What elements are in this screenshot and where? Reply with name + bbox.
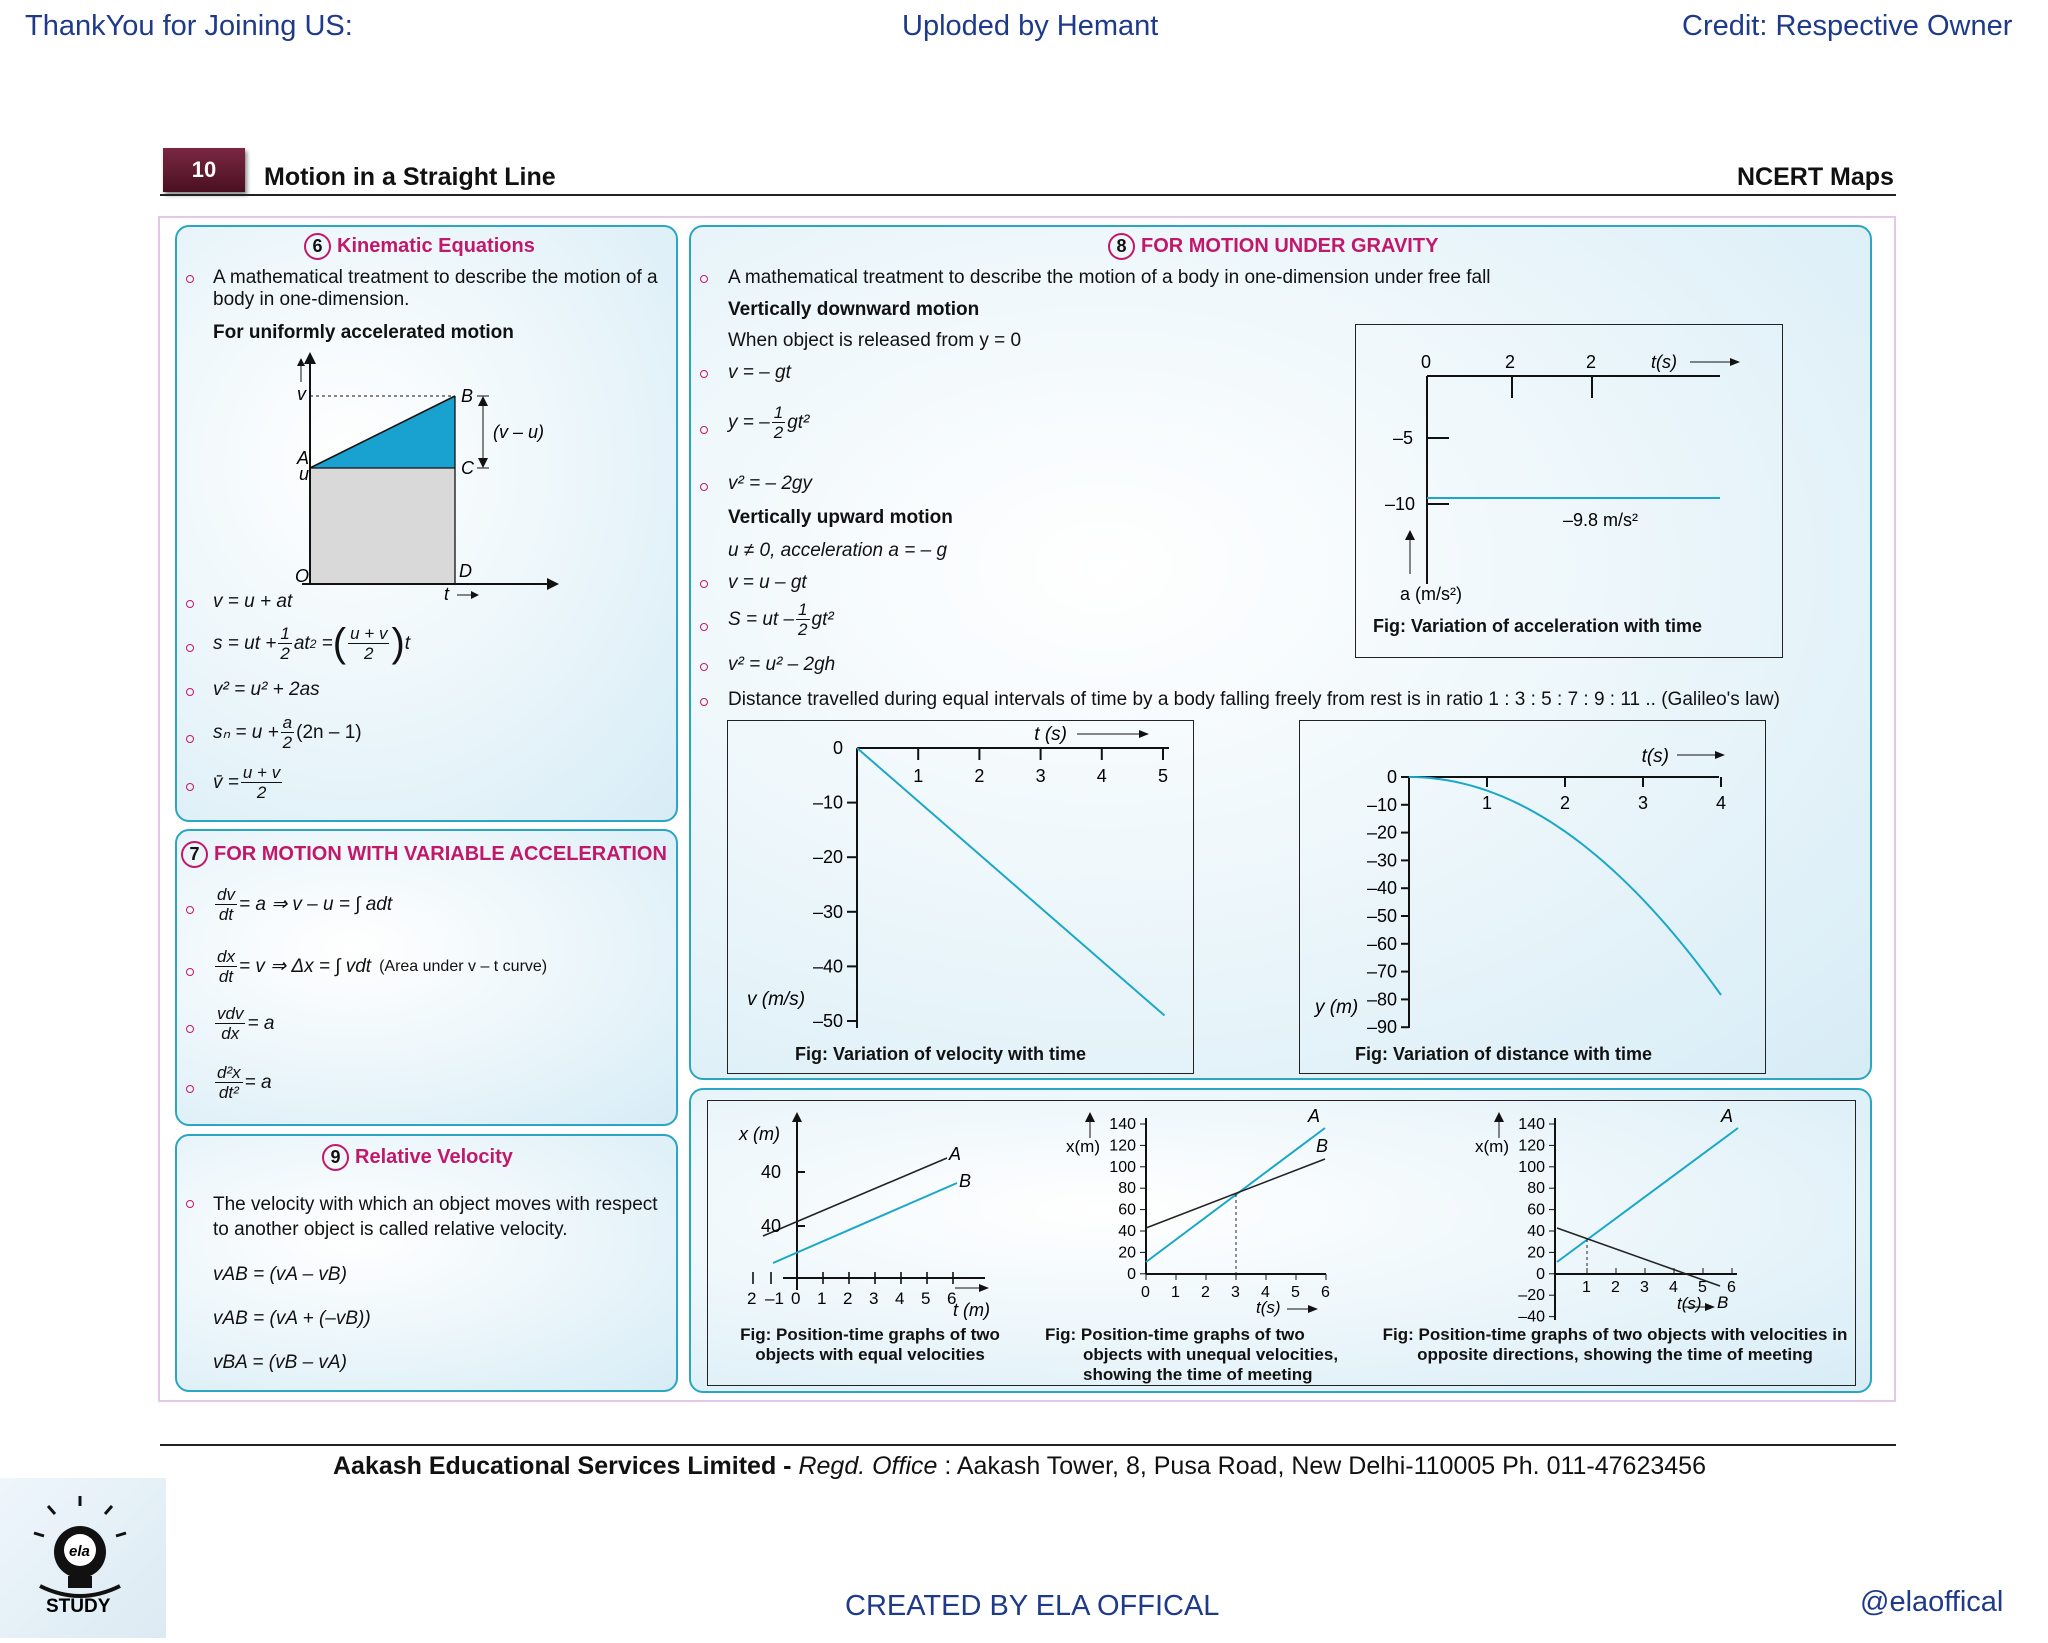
x-tick-label: 6 — [947, 1289, 957, 1308]
header-rule — [160, 194, 1896, 196]
y-tick-label: 20 — [1118, 1244, 1136, 1262]
relative-velocity-desc: The velocity with which an object moves with respect to another object is called relative velocity. — [213, 1194, 658, 1240]
svg-text:2: 2 — [1586, 352, 1597, 372]
y-tick-label: –40 — [1518, 1308, 1545, 1326]
eq-d2x-dt2: $\frac{\text{d²x}}{\text{dt²}}$ = a — [217, 1063, 272, 1102]
y-tick-label: –90 — [1366, 1017, 1397, 1038]
velocity-chart — [727, 720, 1194, 1040]
variable-acceleration-panel — [175, 829, 678, 1126]
footer-address: Aakash Educational Services Limited - Regd. Office : Aakash Tower, 8, Pusa Road, New Delhi-110005 Ph. 011-47623456 — [333, 1452, 1706, 1480]
y-tick-label: 40 — [1527, 1223, 1545, 1240]
y-tick-label: –50 — [1366, 906, 1397, 926]
y-tick-label: –10 — [812, 792, 843, 813]
x-tick-label: 3 — [869, 1289, 879, 1308]
x-tick-label: 4 — [1716, 793, 1727, 813]
y-tick-label: –20 — [812, 847, 843, 868]
handle-note: @elaoffical — [1860, 1586, 2004, 1618]
svg-text:–5: –5 — [1393, 428, 1414, 448]
kinematic-subtitle: For uniformly accelerated motion — [213, 322, 514, 343]
ela-logo-area — [0, 1478, 166, 1638]
svg-text:A: A — [949, 1144, 962, 1164]
bullet-icon — [700, 370, 708, 378]
x-tick-label: 3 — [1231, 1284, 1240, 1301]
eq-y-half-gt2: y = – 1 2 gt² — [728, 403, 810, 442]
created-by-note: CREATED BY ELA OFFICAL — [845, 1590, 1220, 1622]
bullet-icon — [186, 1085, 194, 1093]
svg-text:A: A — [297, 448, 310, 468]
x-tick-label: 5 — [1698, 1279, 1707, 1296]
x-tick-label: 4 — [1261, 1284, 1270, 1301]
svg-text:O: O — [295, 566, 310, 586]
y-tick-label: 100 — [1518, 1158, 1545, 1176]
svg-text:v (m/s): v (m/s) — [747, 989, 806, 1010]
svg-text:t: t — [444, 584, 450, 604]
top-center-note: Uploded by Hemant — [902, 10, 1159, 42]
eq-average-velocity: v̄ = $\frac{u + v}{2}$ — [213, 763, 281, 802]
top-right-note: Credit: Respective Owner — [1682, 10, 2013, 42]
bullet-icon — [186, 275, 194, 283]
y-tick-label: –10 — [1366, 794, 1397, 815]
y-tick-label: –20 — [1366, 822, 1397, 843]
x-tick-label: 1 — [913, 766, 924, 786]
gravity-title: 8 FOR MOTION UNDER GRAVITY — [1108, 233, 1438, 260]
x-tick-label: 2 — [1201, 1284, 1210, 1301]
svg-text:–9.8 m/s²: –9.8 m/s² — [1563, 510, 1639, 530]
svg-text:B: B — [1717, 1293, 1729, 1312]
chapter-title: Motion in a Straight Line — [264, 163, 556, 191]
x-tick-label: 5 — [1158, 766, 1169, 786]
svg-text:t(s): t(s) — [1256, 1298, 1281, 1317]
relative-velocity-title: 9 Relative Velocity — [322, 1144, 513, 1171]
bullet-icon — [186, 1025, 194, 1033]
series-b-line — [1146, 1159, 1325, 1228]
x-tick-label: 2 — [1560, 793, 1571, 813]
y-tick-label: 0 — [1386, 767, 1397, 787]
top-left-note: ThankYou for Joining US: — [25, 10, 353, 42]
svg-text:40: 40 — [761, 1162, 782, 1182]
x-tick-label: 2 — [747, 1289, 757, 1308]
eq-s-ut: s = ut + $\frac{1}{2}$ at 2 = ( u + v 2 ) t — [213, 621, 411, 665]
bullet-icon — [186, 735, 194, 743]
x-tick-label: 6 — [1727, 1279, 1736, 1296]
bullet-icon — [700, 483, 708, 491]
eq-s-ut-half-gt2: S = ut – 1 2 gt² — [728, 600, 834, 639]
svg-text:–10: –10 — [1385, 494, 1416, 514]
svg-text:y (m): y (m) — [1315, 997, 1359, 1018]
y-tick-label: –40 — [812, 956, 843, 977]
distance-chart — [1299, 720, 1766, 1040]
y-tick-label: 20 — [1527, 1244, 1545, 1262]
svg-text:v: v — [297, 384, 306, 404]
x-tick-label: 1 — [817, 1289, 827, 1308]
svg-text:40: 40 — [761, 1216, 782, 1236]
acceleration-chart-caption: Fig: Variation of acceleration with time — [1373, 616, 1703, 636]
y-tick-label: –30 — [1366, 850, 1397, 871]
x-tick-label: 1 — [1171, 1284, 1180, 1301]
gravity-desc: A mathematical treatment to describe the motion of a body in one-dimension under free fall — [728, 267, 1491, 288]
upward-condition: u ≠ 0, acceleration a = – g — [728, 540, 948, 561]
bullet-icon — [700, 580, 708, 588]
series-b-line — [773, 1183, 957, 1263]
pt-unequal-velocity-chart — [1050, 1102, 1350, 1322]
y-tick-label: 120 — [1518, 1137, 1545, 1155]
x-tick-label: 1 — [1482, 793, 1493, 813]
svg-text:ela: ela — [69, 1543, 90, 1560]
series-a-line — [1557, 1128, 1738, 1262]
x-tick-label: 3 — [1035, 766, 1046, 786]
bullet-icon — [186, 644, 194, 652]
page-number-badge: 10 — [163, 148, 245, 192]
x-tick-label: 5 — [1291, 1284, 1300, 1301]
y-tick-label: –20 — [1518, 1287, 1545, 1305]
x-tick-label: 2 — [843, 1289, 853, 1308]
kinematic-desc: A mathematical treatment to describe the motion of a body in one-dimension. — [213, 267, 658, 310]
svg-text:0: 0 — [1421, 352, 1432, 372]
release-condition: When object is released from y = 0 — [728, 330, 1022, 351]
svg-text:B: B — [461, 386, 474, 406]
y-tick-label: 100 — [1109, 1158, 1136, 1176]
svg-text:t (m): t (m) — [953, 1300, 990, 1320]
svg-text:t(s): t(s) — [1641, 746, 1669, 767]
y-tick-label: –30 — [812, 901, 843, 922]
kinematic-panel — [175, 225, 678, 822]
brand-label: NCERT Maps — [1737, 163, 1894, 191]
pt-unequal-velocity-caption: Fig: Position-time graphs of two objects with unequal velocities, showing the time of meeting — [1045, 1325, 1339, 1384]
eq-v-minus-gt: v = – gt — [728, 362, 791, 383]
y-tick-label: 60 — [1527, 1201, 1545, 1219]
y-tick-label: 60 — [1118, 1201, 1136, 1219]
y-tick-label: –70 — [1366, 961, 1397, 982]
svg-text:x(m): x(m) — [1475, 1137, 1509, 1156]
relative-velocity-panel — [175, 1134, 678, 1392]
y-tick-label: 140 — [1109, 1116, 1136, 1133]
bullet-icon — [186, 1200, 194, 1208]
bullet-icon — [700, 663, 708, 671]
x-tick-label: 5 — [921, 1289, 931, 1308]
svg-text:B: B — [959, 1171, 972, 1191]
bullet-icon — [700, 275, 708, 283]
svg-text:A: A — [1308, 1106, 1321, 1126]
series-b-line — [1557, 1228, 1720, 1286]
eq-dv-dt: $\frac{dv}{dt}$ = a ⇒ v – u = ∫ adt — [217, 885, 393, 924]
svg-text:t (s): t (s) — [1034, 724, 1067, 745]
eq-vab-sum: vAB = (vA + (–vB)) — [213, 1308, 371, 1329]
y-tick-label: 40 — [1118, 1223, 1136, 1240]
y-tick-label: 120 — [1109, 1137, 1136, 1155]
eq-vab: vAB = (vA – vB) — [213, 1264, 347, 1285]
x-tick-label: 3 — [1638, 793, 1649, 813]
eq-v-u-at: v = u + at — [213, 591, 293, 612]
svg-text:C: C — [461, 458, 474, 478]
x-tick-label: 1 — [1582, 1279, 1591, 1296]
eq-vdv-dx: vdv dx = a — [217, 1004, 275, 1043]
y-tick-label: 80 — [1118, 1180, 1136, 1198]
y-tick-label: –50 — [812, 1011, 843, 1031]
bullet-icon — [700, 698, 708, 706]
bullet-icon — [186, 783, 194, 791]
x-tick-label: 2 — [974, 766, 985, 786]
upward-heading: Vertically upward motion — [728, 507, 953, 528]
eq-dx-dt: $\frac{dx}{dt}$ = v ⇒ Δx = ∫ vdt (Area under v – t curve) — [217, 947, 548, 986]
bullet-icon — [186, 600, 194, 608]
eq-v2-u2-2gh: v² = u² – 2gh — [728, 654, 836, 675]
svg-text:t(s): t(s) — [1651, 352, 1677, 372]
svg-text:B: B — [1316, 1136, 1329, 1156]
kinematic-title: 6 Kinematic Equations — [304, 233, 535, 260]
eq-sn: sₙ = u + $\frac{a}{2}$ (2n – 1) — [213, 713, 362, 752]
y-tick-label: –60 — [1366, 933, 1397, 954]
bulb-logo-icon — [0, 1478, 166, 1638]
svg-text:STUDY: STUDY — [46, 1596, 111, 1617]
pt-opposite-velocity-chart — [1465, 1102, 1795, 1324]
variable-acceleration-title: 7 FOR MOTION WITH VARIABLE ACCELERATION — [181, 841, 667, 868]
bullet-icon — [186, 688, 194, 696]
eq-v-u-gt: v = u – gt — [728, 572, 807, 593]
series-a-line — [763, 1158, 947, 1236]
bullet-icon — [186, 968, 194, 976]
eq-v2-u2-2as: v² = u² + 2as — [213, 679, 320, 700]
svg-text:(v – u): (v – u) — [493, 422, 545, 442]
velocity-time-trapezium-diagram — [247, 352, 577, 604]
bullet-icon — [700, 623, 708, 631]
eq-vba: vBA = (vB – vA) — [213, 1352, 347, 1373]
svg-text:A: A — [1721, 1106, 1734, 1126]
distance-chart-caption: Fig: Variation of distance with time — [1355, 1044, 1653, 1064]
acceleration-chart — [1355, 324, 1783, 624]
svg-text:t(s): t(s) — [1677, 1294, 1702, 1313]
svg-text:x (m): x (m) — [739, 1124, 780, 1144]
svg-text:x(m): x(m) — [1066, 1137, 1100, 1156]
y-tick-label: 0 — [1127, 1265, 1136, 1283]
svg-text:a (m/s²): a (m/s²) — [1400, 584, 1462, 604]
y-tick-label: –40 — [1366, 878, 1397, 899]
x-tick-label: 6 — [1321, 1284, 1330, 1301]
velocity-series-line — [857, 748, 1165, 1016]
svg-text:2: 2 — [1505, 352, 1516, 372]
velocity-chart-caption: Fig: Variation of velocity with time — [795, 1044, 1087, 1064]
pt-opposite-velocity-caption: Fig: Position-time graphs of two objects with velocities in opposite directions, showing the time of meeting — [1382, 1325, 1848, 1364]
y-tick-label: 0 — [832, 738, 843, 758]
bullet-icon — [700, 426, 708, 434]
eq-v2-minus-2gy: v² = – 2gy — [728, 473, 812, 494]
footer-rule — [160, 1444, 1896, 1446]
pt-equal-velocity-chart — [715, 1108, 1015, 1323]
svg-text:u: u — [299, 464, 310, 484]
x-tick-label: –1 — [765, 1289, 784, 1308]
x-tick-label: 2 — [1611, 1279, 1620, 1296]
y-tick-label: 140 — [1518, 1116, 1545, 1133]
x-tick-label: 4 — [1096, 766, 1107, 786]
y-tick-label: 0 — [1536, 1265, 1545, 1283]
x-tick-label: 3 — [1640, 1279, 1649, 1296]
rectangle-area — [310, 468, 455, 584]
y-tick-label: 80 — [1527, 1180, 1545, 1198]
bullet-icon — [186, 906, 194, 914]
svg-text:D: D — [459, 561, 472, 581]
downward-heading: Vertically downward motion — [728, 299, 980, 320]
galileo-law: Distance travelled during equal intervals of time by a body falling freely from rest is in ratio 1 : 3 : 5 : 7 : 9 : 11 .. (Galileo's law) — [728, 689, 1780, 710]
x-tick-label: 0 — [1141, 1284, 1150, 1301]
x-tick-label: 4 — [895, 1289, 905, 1308]
pt-equal-velocity-caption: Fig: Position-time graphs of two objects with equal velocities — [740, 1325, 1000, 1364]
x-tick-label: 4 — [1669, 1279, 1678, 1296]
y-tick-label: –80 — [1366, 989, 1397, 1010]
x-tick-label: 0 — [791, 1289, 801, 1308]
